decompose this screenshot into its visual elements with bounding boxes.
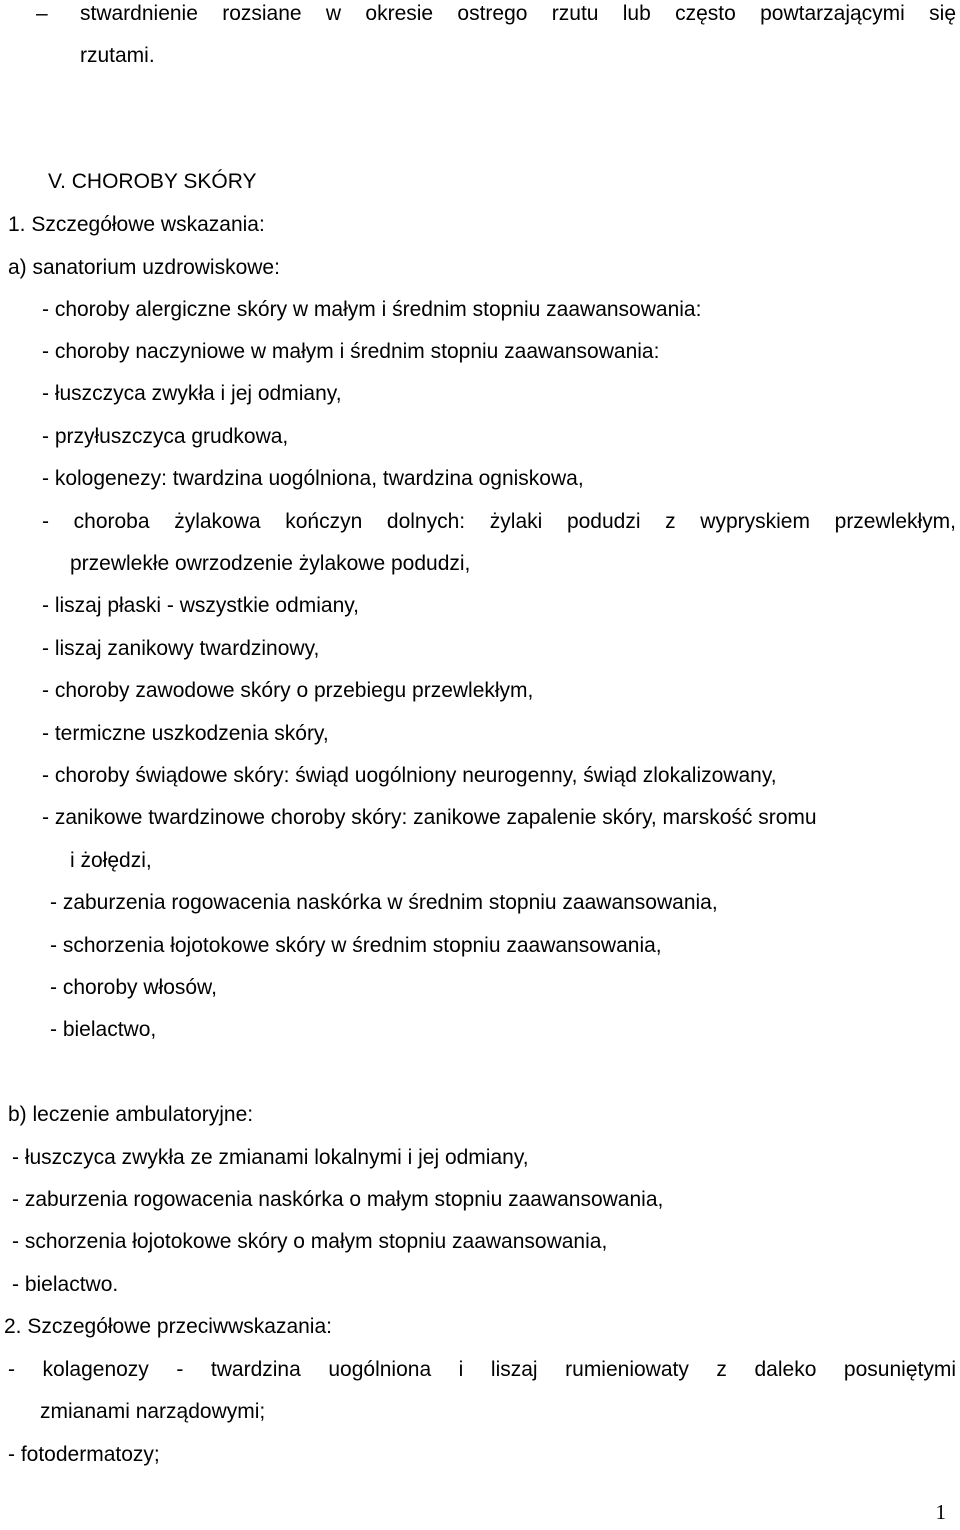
subsection-b-heading: b) leczenie ambulatoryjne: <box>8 1103 254 1126</box>
list-item-continuation: przewlekłe owrzodzenie żylakowe podudzi, <box>70 552 471 575</box>
list-item: - choroby świądowe skóry: świąd uogólniony neurogenny, świąd zlokalizowany, <box>42 764 777 787</box>
list-item: - zaburzenia rogowacenia naskórka o małym stopniu zaawansowania, <box>12 1188 664 1211</box>
intro-line-1: stwardnienie rozsiane w okresie ostrego rzutu lub często powtarzającymi się <box>80 2 956 25</box>
list-item: - zanikowe twardzinowe choroby skóry: zanikowe zapalenie skóry, marskość sromu <box>42 806 817 829</box>
indications-heading: 1. Szczegółowe wskazania: <box>8 213 265 236</box>
list-item-continuation: zmianami narządowymi; <box>40 1400 266 1423</box>
bullet-dash: – <box>36 2 48 25</box>
list-item: - zaburzenia rogowacenia naskórka w średnim stopniu zaawansowania, <box>50 891 718 914</box>
list-item: - termiczne uszkodzenia skóry, <box>42 722 329 745</box>
list-item: - liszaj płaski - wszystkie odmiany, <box>42 594 360 617</box>
intro-line-2: rzutami. <box>80 44 155 67</box>
list-item: - kologenezy: twardzina uogólniona, twardzina ogniskowa, <box>42 467 584 490</box>
list-item: - choroba żylakowa kończyn dolnych: żylaki podudzi z wypryskiem przewlekłym, <box>42 510 956 533</box>
list-item: - bielactwo. <box>12 1273 119 1296</box>
list-item-continuation: i żołędzi, <box>70 849 152 872</box>
list-item: - łuszczyca zwykła ze zmianami lokalnymi i jej odmiany, <box>12 1146 529 1169</box>
list-item: - bielactwo, <box>50 1018 157 1041</box>
list-item: - choroby zawodowe skóry o przebiegu przewlekłym, <box>42 679 534 702</box>
list-item: - kolagenozy - twardzina uogólniona i liszaj rumieniowaty z daleko posuniętymi <box>8 1358 956 1381</box>
list-item: - liszaj zanikowy twardzinowy, <box>42 637 320 660</box>
subsection-a-heading: a) sanatorium uzdrowiskowe: <box>8 256 280 279</box>
page-number: 1 <box>935 1500 946 1524</box>
list-item: - schorzenia łojotokowe skóry w średnim stopniu zaawansowania, <box>50 934 662 957</box>
list-item: - choroby alergiczne skóry w małym i średnim stopniu zaawansowania: <box>42 298 702 321</box>
list-item: - schorzenia łojotokowe skóry o małym stopniu zaawansowania, <box>12 1230 608 1253</box>
contraindications-heading: 2. Szczegółowe przeciwwskazania: <box>4 1315 332 1338</box>
section-title: V. CHOROBY SKÓRY <box>48 170 257 193</box>
list-item: - fotodermatozy; <box>8 1443 160 1466</box>
list-item: - przyłuszczyca grudkowa, <box>42 425 289 448</box>
list-item: - choroby naczyniowe w małym i średnim stopniu zaawansowania: <box>42 340 660 363</box>
list-item: - choroby włosów, <box>50 976 217 999</box>
list-item: - łuszczyca zwykła i jej odmiany, <box>42 382 342 405</box>
